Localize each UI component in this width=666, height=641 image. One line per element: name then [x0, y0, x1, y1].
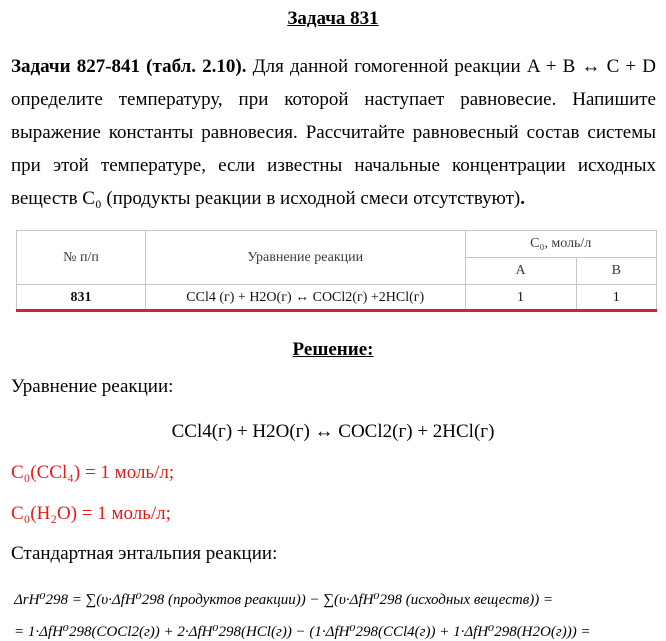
solution-title: Решение: — [292, 339, 374, 360]
table-underline — [16, 309, 657, 312]
cell-num: 831 — [17, 285, 146, 312]
reaction-equation: CCl4(г) + H2O(г) ↔ COCl2(г) + 2HCl(г) — [171, 421, 495, 442]
page-title: Задача 831 — [287, 8, 379, 29]
problem-statement — [11, 50, 656, 215]
col-header-equation: Уравнение реакции — [145, 231, 465, 285]
problem-text: Для данной гомогенной реакции A + B ↔ C + D определите температуру, при которой наступает равновесие. Напишите выражение константы равновесия. Рассчитайте равновесный состав системы при этой температуре, если известны начальные концентрации исходных веществ C₀ (продукты реакции в исходной смеси отсутствуют) — [11, 56, 657, 209]
cell-equation: CCl4 (г) + H2O(г) ↔ COCl2(г) +2HCl(г) — [145, 285, 465, 312]
c0-ccl4: C₀(CCl₄) = 1 моль/л; — [11, 462, 175, 483]
cell-b: 1 — [576, 285, 656, 312]
data-table — [16, 230, 657, 312]
enthalpy-label: Стандартная энтальпия реакции: — [11, 543, 278, 564]
col-header-num: № п/п — [17, 231, 146, 285]
table-row — [17, 285, 657, 312]
col-header-a: A — [465, 258, 576, 285]
c0-h2o: C₀(H₂O) = 1 моль/л; — [11, 503, 171, 524]
enthalpy-formula-1: ΔrH⁰298 = ∑(υ·ΔfH⁰298 (продуктов реакции)) − ∑(υ·ΔfH⁰298 (исходных веществ)) = — [14, 592, 554, 608]
col-header-c0: C₀, моль/л — [465, 231, 657, 258]
problem-lead: Задачи 827-841 (табл. 2.10). — [11, 56, 247, 77]
cell-a: 1 — [465, 285, 576, 312]
equation-label: Уравнение реакции: — [11, 376, 174, 397]
enthalpy-formula-2: = 1·ΔfH⁰298(COCl2(г)) + 2·ΔfH⁰298(HCl(г)) − (1·ΔfH⁰298(CCl4(г)) + 1·ΔfH⁰298(H2O(г))) = — [14, 624, 591, 640]
problem-end: . — [520, 188, 525, 209]
col-header-b: B — [576, 258, 656, 285]
